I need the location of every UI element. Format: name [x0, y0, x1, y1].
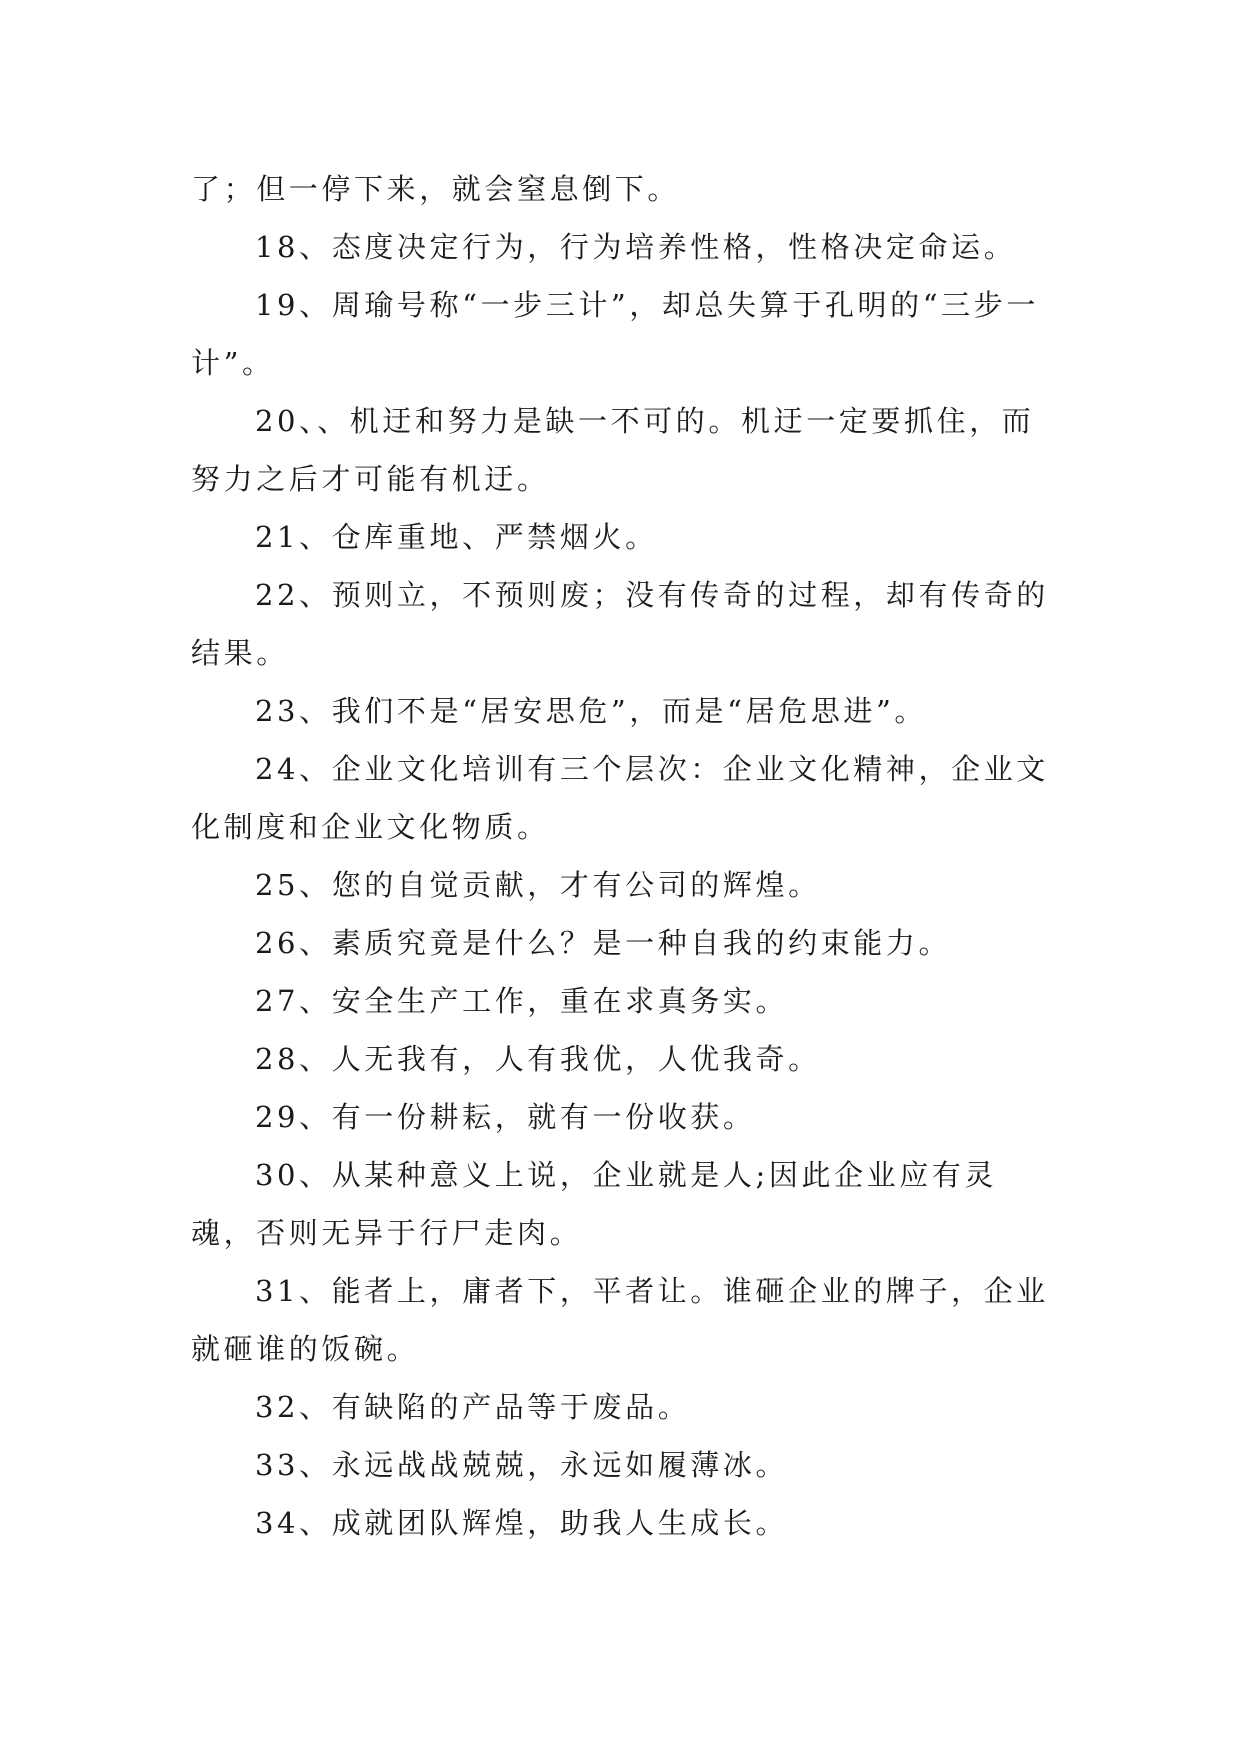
list-item-23: 23、我们不是“居安思危”，而是“居危思进”。: [255, 694, 928, 728]
list-item-22: 22、预则立，不预则废；没有传奇的过程，却有传奇的结果。: [191, 578, 1049, 670]
list-item-28: 28、人无我有，人有我优，人优我奇。: [255, 1042, 821, 1076]
list-item-33: 33、永远战战兢兢，永远如履薄冰。: [255, 1448, 789, 1482]
paragraph-continuation: 了；但一停下来，就会窒息倒下。: [191, 172, 681, 206]
list-item-34: 34、成就团队辉煌，助我人生成长。: [255, 1506, 789, 1540]
list-item-29: 29、有一份耕耘，就有一份收获。: [255, 1100, 756, 1134]
list-item-18: 18、态度决定行为，行为培养性格，性格决定命运。: [255, 230, 1017, 264]
list-item-26: 26、素质究竟是什么？是一种自我的约束能力。: [255, 926, 952, 960]
list-item-20: 20、、机迂和努力是缺一不可的。机迂一定要抓住，而努力之后才可能有机迂。: [191, 404, 1035, 496]
list-item-27: 27、安全生产工作，重在求真务实。: [255, 984, 789, 1018]
list-item-19: 19、周瑜号称“一步三计”，却总失算于孔明的“三步一计”。: [191, 288, 1039, 380]
list-item-21: 21、仓库重地、严禁烟火。: [255, 520, 658, 554]
list-item-31: 31、能者上，庸者下，平者让。谁砸企业的牌子，企业就砸谁的饭碗。: [191, 1274, 1049, 1366]
list-item-25: 25、您的自觉贡献，才有公司的辉煌。: [255, 868, 821, 902]
document-body: [191, 160, 1051, 1552]
list-item-24: 24、企业文化培训有三个层次：企业文化精神，企业文化制度和企业文化物质。: [191, 752, 1049, 844]
list-item-30: 30、从某种意义上说，企业就是人;因此企业应有灵魂，否则无异于行尸走肉。: [191, 1158, 998, 1250]
list-item-32: 32、有缺陷的产品等于废品。: [255, 1390, 691, 1424]
